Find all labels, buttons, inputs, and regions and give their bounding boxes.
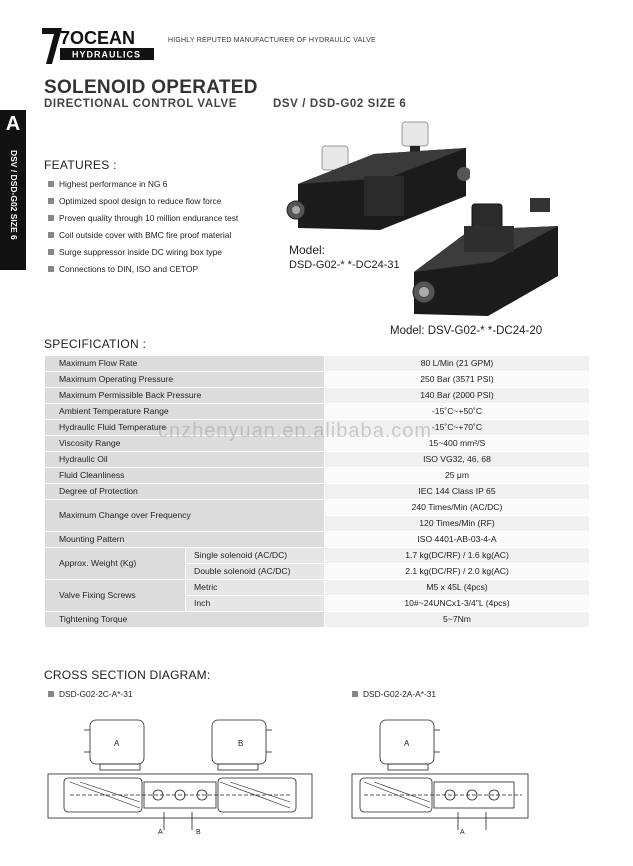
specification-heading: SPECIFICATION : [44, 337, 147, 351]
table-row: Double solenoid (AC/DC) 2.1 kg(DC/RF) / 2.0 kg(AC) [45, 564, 590, 580]
bullet-icon [48, 691, 54, 697]
bullet-icon [48, 232, 54, 238]
page-series: DSV / DSD-G02 SIZE 6 [273, 98, 407, 110]
bullet-icon [352, 691, 358, 697]
diagram-label-right: DSD-G02-2A-A*-31 [352, 689, 436, 699]
table-row: Tightening Torque 5~7Nm [45, 612, 590, 628]
bullet-icon [48, 181, 54, 187]
bullet-icon [48, 215, 54, 221]
table-row: Inch 10#~24UNCx1-3/4"L (4pcs) [45, 596, 590, 612]
port-label-a: A [460, 829, 465, 836]
table-row: Hydraulic Fluid Temperature -15˚C~+70˚C [45, 420, 590, 436]
coil-label-b: B [238, 739, 244, 748]
table-row: Fluid Cleanliness 25 μm [45, 468, 590, 484]
model-dsv: Model: DSV-G02-* *-DC24-20 [390, 325, 543, 337]
table-row: Maximum Change over Frequency 240 Times/Min (AC/DC) [45, 500, 590, 516]
features-heading: FEATURES : [44, 158, 117, 172]
watermark: cnzhenyuan.en.alibaba.com [158, 420, 433, 442]
feature-item: Coil outside cover with BMC fire proof material [48, 230, 238, 247]
table-row: Hydraulic Oil ISO VG32, 46, 68 [45, 452, 590, 468]
coil-label-a: A [114, 739, 120, 748]
valve-image-dsv [410, 196, 560, 320]
table-row: Approx. Weight (Kg) Single solenoid (AC/DC) 1.7 kg(DC/RF) / 1.6 kg(AC) [45, 548, 590, 564]
table-row: 120 Times/Min (RF) [45, 516, 590, 532]
feature-item: Connections to DIN, ISO and CETOP [48, 264, 238, 281]
company-logo [38, 24, 156, 68]
table-row: Viscosity Range 15~400 mm²/S [45, 436, 590, 452]
cross-section-heading: CROSS SECTION DIAGRAM: [44, 668, 211, 682]
feature-item: Surge suppressor inside DC wiring box type [48, 247, 238, 264]
feature-item: Highest performance in NG 6 [48, 179, 238, 196]
model-dsd: DSD-G02-* *-DC24-31 [289, 259, 400, 271]
page-subtitle: DIRECTIONAL CONTROL VALVE [44, 98, 238, 110]
feature-item: Optimized spool design to reduce flow force [48, 196, 238, 213]
bullet-icon [48, 198, 54, 204]
diagram-label-left: DSD-G02-2C-A*-31 [48, 689, 133, 699]
logo-name: 7OCEAN [60, 28, 136, 48]
table-row: Mounting Pattern ISO 4401-AB-03-4-A [45, 532, 590, 548]
specification-table [44, 355, 590, 628]
bullet-icon [48, 266, 54, 272]
table-row: Maximum Operating Pressure 250 Bar (3571 PSI) [45, 372, 590, 388]
tagline: HIGHLY REPUTED MANUFACTURER OF HYDRAULIC VALVE [168, 37, 376, 44]
features-list [48, 179, 238, 281]
logo-subname: HYDRAULICS [72, 49, 142, 60]
section-letter: A [0, 110, 26, 138]
cross-section-diagram-right [346, 712, 532, 836]
feature-item: Proven quality through 10 million endurance test [48, 213, 238, 230]
cross-section-diagram-left [40, 712, 320, 836]
page-title: SOLENOID OPERATED [44, 77, 258, 98]
port-label-b: B [196, 829, 201, 836]
table-row: Degree of Protection IEC 144 Class IP 65 [45, 484, 590, 500]
table-row: Maximum Flow Rate 80 L/Min (21 GPM) [45, 356, 590, 372]
table-row: Valve Fixing Screws Metric M5 x 45L (4pcs) [45, 580, 590, 596]
table-row: Maximum Permissible Back Pressure 140 Bar (2000 PSI) [45, 388, 590, 404]
model-label: Model: [289, 243, 326, 257]
table-row: Ambient Temperature Range -15˚C~+50˚C [45, 404, 590, 420]
side-tab-text: DSV / DSD-G02 SIZE 6 [9, 150, 19, 240]
coil-label-a: A [404, 739, 410, 748]
bullet-icon [48, 249, 54, 255]
port-label-a: A [158, 829, 163, 836]
